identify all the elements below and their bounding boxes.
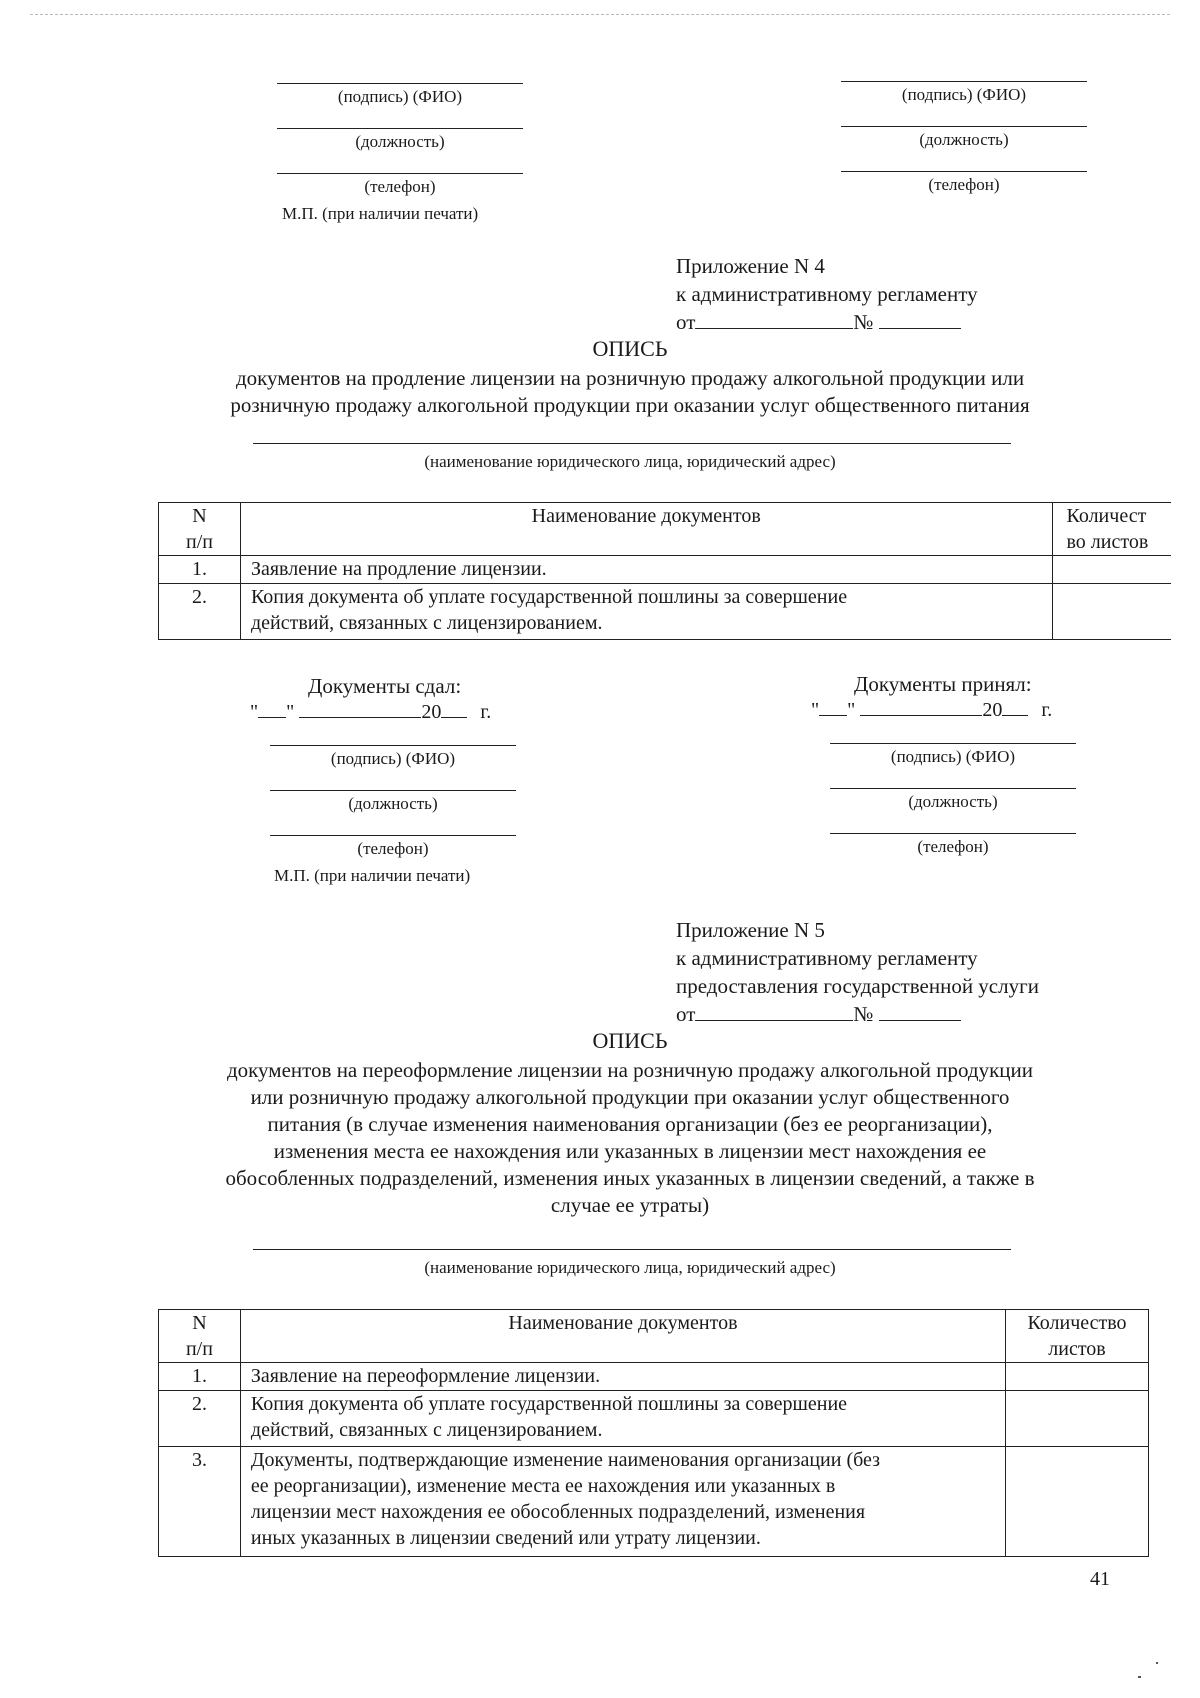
signature-line (841, 81, 1087, 82)
phone-line (841, 171, 1087, 172)
phone-caption: (телефон) (917, 837, 989, 856)
phone-caption: (телефон) (928, 175, 1000, 194)
org-name-line (253, 1249, 1011, 1250)
accepted-signature-block (830, 743, 1076, 857)
annex5-header (676, 916, 1039, 1028)
table-row: 1. Заявление на продление лицензии. (159, 556, 1172, 584)
phone-line (830, 833, 1076, 834)
accepted-date-line: " " 20 г. (811, 699, 1053, 721)
annex4-subtitle: документов на продление лицензии на розничную продажу алкогольной продукции или розничную продажу алкогольной продукции при оказании услуг общественного питания (230, 366, 1030, 417)
org-caption: (наименование юридического лица, юридический адрес) (424, 1258, 836, 1277)
annex5-subtitle: документов на переоформление лицензии на розничную продажу алкогольной продукции или розничную продажу алкогольной продукции при оказании услуг общественного питания (в случае изменения наименования организации (без ее реорганизации), изменения места ее нахождения или указанных в лицензии мест нахождения ее обособленных подразделений, изменения иных указанных в лицензии сведений, а также в случае ее утраты) (225, 1058, 1035, 1217)
page-number: 41 (1090, 1568, 1110, 1590)
org-caption: (наименование юридического лица, юридический адрес) (424, 452, 836, 471)
number-blank (879, 311, 961, 329)
annex5-service-line: предоставления государственной услуги (676, 974, 1039, 998)
position-caption: (должность) (355, 132, 445, 151)
signature-fio-caption: (подпись) (ФИО) (890, 747, 1016, 766)
position-line (841, 126, 1087, 127)
phone-caption: (телефон) (364, 177, 436, 196)
signature-line (830, 743, 1076, 744)
signature-line (277, 83, 523, 84)
table-header-row: N п/п Наименование документов Количест во листов (159, 503, 1172, 556)
table-row: 3. Документы, подтверждающие изменение наименования организации (без ее реорганизации), изменение места ее нахождения или указанных в лицензии мест нахождения ее обособленных подразделений, изменения иных указанных в лицензии сведений или утрату лицензии. (159, 1447, 1149, 1557)
signature-line (270, 745, 516, 746)
annex4-documents-table (158, 502, 1171, 640)
signature-fio-caption: (подпись) (ФИО) (901, 85, 1027, 104)
table-row: 1. Заявление на переоформление лицензии. (159, 1363, 1149, 1391)
position-caption: (должность) (919, 130, 1009, 149)
annex4-date-number-line: от № (676, 308, 978, 336)
phone-caption: (телефон) (357, 839, 429, 858)
top-left-signature-block (277, 83, 523, 197)
date-blank (695, 311, 853, 329)
stamp-caption: М.П. (при наличии печати) (274, 866, 471, 885)
annex5-documents-table (158, 1309, 1149, 1557)
annex5-title-line: Приложение N 5 (676, 918, 825, 942)
date-blank (695, 1003, 853, 1021)
handed-date-line: " " 20 г. (250, 701, 492, 723)
position-line (830, 788, 1076, 789)
position-line (277, 128, 523, 129)
annex4-header (676, 252, 978, 336)
annex5-inventory-title: ОПИСЬ (592, 1028, 668, 1053)
annex4-inventory-title: ОПИСЬ (592, 336, 668, 361)
annex4-title-line: Приложение N 4 (676, 254, 825, 278)
table-header-row: N п/п Наименование документов Количество листов (159, 1310, 1149, 1363)
page-top-border (30, 14, 1170, 15)
scan-speck (1138, 1676, 1141, 1678)
signature-fio-caption: (подпись) (ФИО) (330, 749, 456, 768)
top-right-signature-block (841, 81, 1087, 195)
handed-signature-block (270, 745, 516, 859)
org-name-line (253, 443, 1011, 444)
documents-accepted-label: Документы принял: (854, 672, 1032, 696)
phone-line (277, 173, 523, 174)
table-row: 2. Копия документа об уплате государственной пошлины за совершение действий, связанных с лицензированием. (159, 1391, 1149, 1447)
phone-line (270, 835, 516, 836)
position-caption: (должность) (348, 794, 438, 813)
scan-speck (1156, 1662, 1158, 1664)
number-blank (879, 1003, 961, 1021)
position-caption: (должность) (908, 792, 998, 811)
table-row: 2. Копия документа об уплате государственной пошлины за совершение действий, связанных с лицензированием. (159, 584, 1172, 640)
annex5-date-number-line: от № (676, 1000, 1039, 1028)
position-line (270, 790, 516, 791)
annex4-regulation-line: к административному регламенту (676, 282, 978, 306)
stamp-caption: М.П. (при наличии печати) (282, 204, 479, 223)
signature-fio-caption: (подпись) (ФИО) (337, 87, 463, 106)
annex5-regulation-line: к административному регламенту (676, 946, 978, 970)
documents-handed-label: Документы сдал: (308, 674, 462, 698)
